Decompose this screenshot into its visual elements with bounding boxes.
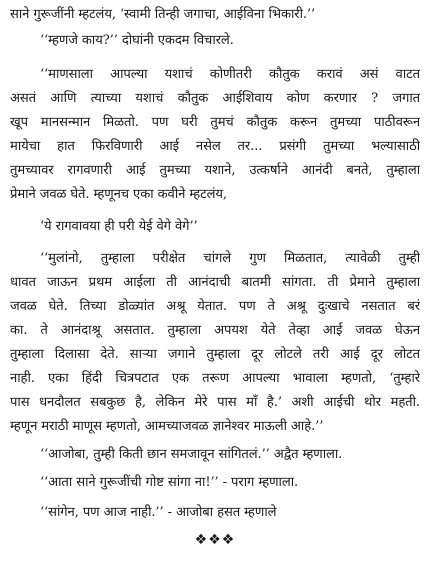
text-line-14: तुम्हाला दिलासा देते. साऱ्या जगाने तुम्हाला दूर लोटले तरी आई दूर लोटत — [10, 347, 420, 362]
text-line-17: म्हणून मराठी माणूस म्हणतो, आमच्याजवळ ज्ञानेश्वर माऊली आहे.’’ — [10, 419, 324, 434]
text-line-11: धावत जाऊन प्रथम आईला ती आनंदाची बातमी सांगता. ती प्रेमाने तुम्हाला — [10, 275, 420, 290]
text-line-9: ‘ये रागवावया ही परी येई वेगे वेगे’’ — [40, 219, 198, 234]
text-line-19: ‘‘आता साने गुरूजींची गोष्ट सांगा ना!’’ - पराग म्हणाला. — [40, 475, 299, 490]
text-line-18: ‘‘आजोबा, तुम्ही किती छान समजावून सांगितलं.’’ अद्वैत म्हणाला. — [40, 447, 343, 462]
text-line-16: पास धनदौलत सबकुछ है, लेकिन मेरे पास माँ है.’ अशी आईची थोर महती. — [10, 395, 420, 410]
text-line-10: ‘‘मुलांनो, तुम्हाला परीक्षेत चांगले गुण मिळतात, त्यावेळी तुम्ही — [40, 251, 420, 266]
text-line-6: मायेचा हात फिरविणारी आई नसेल तर... प्रसंगी तुमच्या भल्यासाठी — [10, 139, 420, 154]
text-line-2: ‘‘म्हणजे काय?’’ दोघांनी एकदम विचारले. — [40, 33, 234, 48]
text-line-12: जवळ घेते. तिच्या डोळ्यांत अश्रू येतात. पण ते अश्रू दुःखाचे नसतात बरं — [10, 299, 420, 314]
text-line-5: खूप मानसन्मान मिळतो. पण घरी तुमचं कौतुक करून तुमच्या पाठीवरून — [10, 115, 420, 130]
text-line-13: का. ते आनंदाश्रू असतात. तुम्हाला अपयश येते तेव्हा आई जवळ घेऊन — [10, 323, 420, 338]
text-line-4: असतं आणि त्याच्या यशाचं कौतुक आईशिवाय कोण करणार ? जगात — [10, 91, 420, 106]
text-line-3: ‘‘माणसाला आपल्या यशाचं कोणीतरी कौतुक करावं असं वाटत — [40, 67, 420, 82]
section-break-ornament: ❖❖❖ — [194, 532, 236, 548]
text-line-1: साने गुरूजींनी म्हटलंय, ‘स्वामी तिन्ही जगाचा, आईविना भिकारी.’’ — [10, 7, 316, 22]
text-line-20: ‘‘सांगेन, पण आज नाही.’’ - आजोबा हसत म्हणाले — [40, 505, 277, 520]
text-line-15: नाही. एका हिंदी चित्रपटात एक तरूण आपल्या भावाला म्हणतो, ‘तुम्हारे — [10, 371, 420, 386]
text-line-8: प्रेमाने जवळ घेते. म्हणूनच एका कवीने म्हटलंय, — [10, 187, 227, 202]
text-line-7: तुमच्यावर रागवणारी आई तुमच्या यशाने, उत्कर्षाने आनंदी बनते, तुम्हाला — [10, 163, 420, 178]
